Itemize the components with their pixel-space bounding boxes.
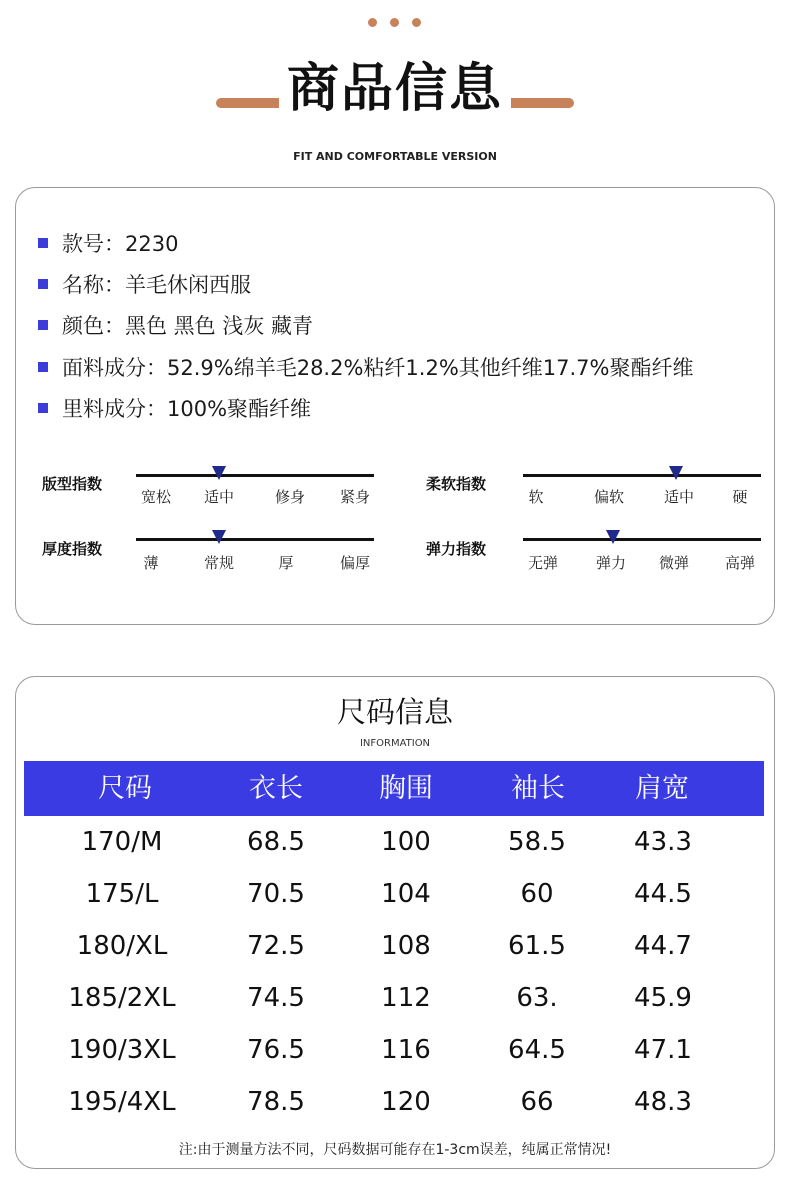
index-option: 适中: [203, 488, 234, 506]
table-cell: 44.7: [634, 931, 692, 961]
table-cell: 68.5: [247, 827, 305, 857]
index-marker-icon: [212, 466, 226, 480]
index-marker-icon: [669, 466, 683, 480]
bullet-icon: [38, 362, 48, 372]
table-cell: 185/2XL: [68, 983, 176, 1013]
index-option: 偏软: [593, 488, 624, 506]
index-scale-line: [523, 538, 761, 541]
table-cell: 66: [520, 1087, 554, 1117]
table-cell: 76.5: [247, 1035, 305, 1065]
size-section-subtitle: INFORMATION: [359, 738, 431, 749]
column-header-size: 尺码: [98, 773, 152, 804]
index-label-softness: 柔软指数: [426, 475, 487, 493]
index-option: 厚: [278, 554, 294, 572]
dot-icon: [412, 18, 421, 27]
table-cell: 170/M: [81, 827, 163, 857]
measurement-note: 注:由于测量方法不同，尺码数据可能存在1-3cm误差，纯属正常情况!: [178, 1142, 612, 1158]
bullet-icon: [38, 403, 48, 413]
index-option: 弹力: [595, 554, 626, 572]
table-row: [0, 1024, 790, 1076]
index-scale-line: [136, 474, 374, 477]
info-line-lining: 里料成分：100%聚酯纤维: [38, 393, 311, 423]
column-header-length: 衣长: [249, 773, 303, 804]
index-label-thickness: 厚度指数: [42, 540, 103, 558]
table-cell: 74.5: [247, 983, 305, 1013]
info-line-fabric: 面料成分：52.9%绵羊毛28.2%粘纤1.2%其他纤维17.7%聚酯纤维: [38, 352, 694, 382]
info-line-style-no: 款号：2230: [38, 228, 178, 258]
page-title: 商品信息: [0, 46, 790, 121]
table-cell: 43.3: [634, 827, 692, 857]
table-cell: 44.5: [634, 879, 692, 909]
index-option: 薄: [143, 554, 159, 572]
table-cell: 104: [381, 879, 431, 909]
column-header-chest: 胸围: [379, 773, 433, 804]
index-option: 高弹: [724, 554, 755, 572]
table-cell: 63.: [516, 983, 558, 1013]
page-subtitle: FIT AND COMFORTABLE VERSION: [293, 150, 497, 163]
table-row: [0, 972, 790, 1024]
index-option: 修身: [274, 488, 305, 506]
bullet-icon: [38, 320, 48, 330]
size-table-header: [24, 761, 764, 816]
product-info-card: [15, 187, 775, 625]
index-marker-icon: [212, 530, 226, 544]
dot-icon: [368, 18, 377, 27]
table-cell: 61.5: [508, 931, 566, 961]
index-option: 适中: [663, 488, 694, 506]
table-cell: 175/L: [85, 879, 159, 909]
index-option: 宽松: [140, 488, 171, 506]
table-cell: 116: [381, 1035, 431, 1065]
index-option: 微弹: [658, 554, 689, 572]
table-cell: 47.1: [634, 1035, 692, 1065]
index-option: 硬: [732, 488, 748, 506]
table-cell: 120: [381, 1087, 431, 1117]
table-row: [0, 920, 790, 972]
index-scale-line: [523, 474, 761, 477]
table-cell: 72.5: [247, 931, 305, 961]
index-label-elasticity: 弹力指数: [426, 540, 487, 558]
table-row: [0, 1076, 790, 1128]
info-line-name: 名称：羊毛休闲西服: [38, 269, 251, 299]
index-marker-icon: [606, 530, 620, 544]
index-label-fit: 版型指数: [42, 475, 103, 493]
table-cell: 195/4XL: [68, 1087, 176, 1117]
index-scale-line: [136, 538, 374, 541]
table-cell: 70.5: [247, 879, 305, 909]
info-line-color: 颜色：黑色 黑色 浅灰 藏青: [38, 310, 313, 340]
size-section-title: 尺码信息: [336, 695, 453, 729]
table-cell: 180/XL: [76, 931, 168, 961]
table-cell: 58.5: [508, 827, 566, 857]
table-cell: 64.5: [508, 1035, 566, 1065]
index-option: 软: [528, 488, 544, 506]
table-row: [0, 816, 790, 868]
index-option: 紧身: [339, 488, 370, 506]
index-option: 无弹: [527, 554, 558, 572]
table-cell: 78.5: [247, 1087, 305, 1117]
column-header-shoulder: 肩宽: [635, 773, 689, 804]
dot-icon: [390, 18, 399, 27]
table-cell: 112: [381, 983, 431, 1013]
bullet-icon: [38, 238, 48, 248]
index-option: 偏厚: [339, 554, 370, 572]
table-cell: 190/3XL: [68, 1035, 176, 1065]
index-option: 常规: [203, 554, 234, 572]
table-cell: 108: [381, 931, 431, 961]
table-cell: 100: [381, 827, 431, 857]
table-cell: 48.3: [634, 1087, 692, 1117]
column-header-sleeve: 袖长: [511, 773, 565, 804]
bullet-icon: [38, 279, 48, 289]
table-cell: 60: [520, 879, 554, 909]
table-cell: 45.9: [634, 983, 692, 1013]
table-row: [0, 868, 790, 920]
decorative-dots: [368, 18, 422, 30]
